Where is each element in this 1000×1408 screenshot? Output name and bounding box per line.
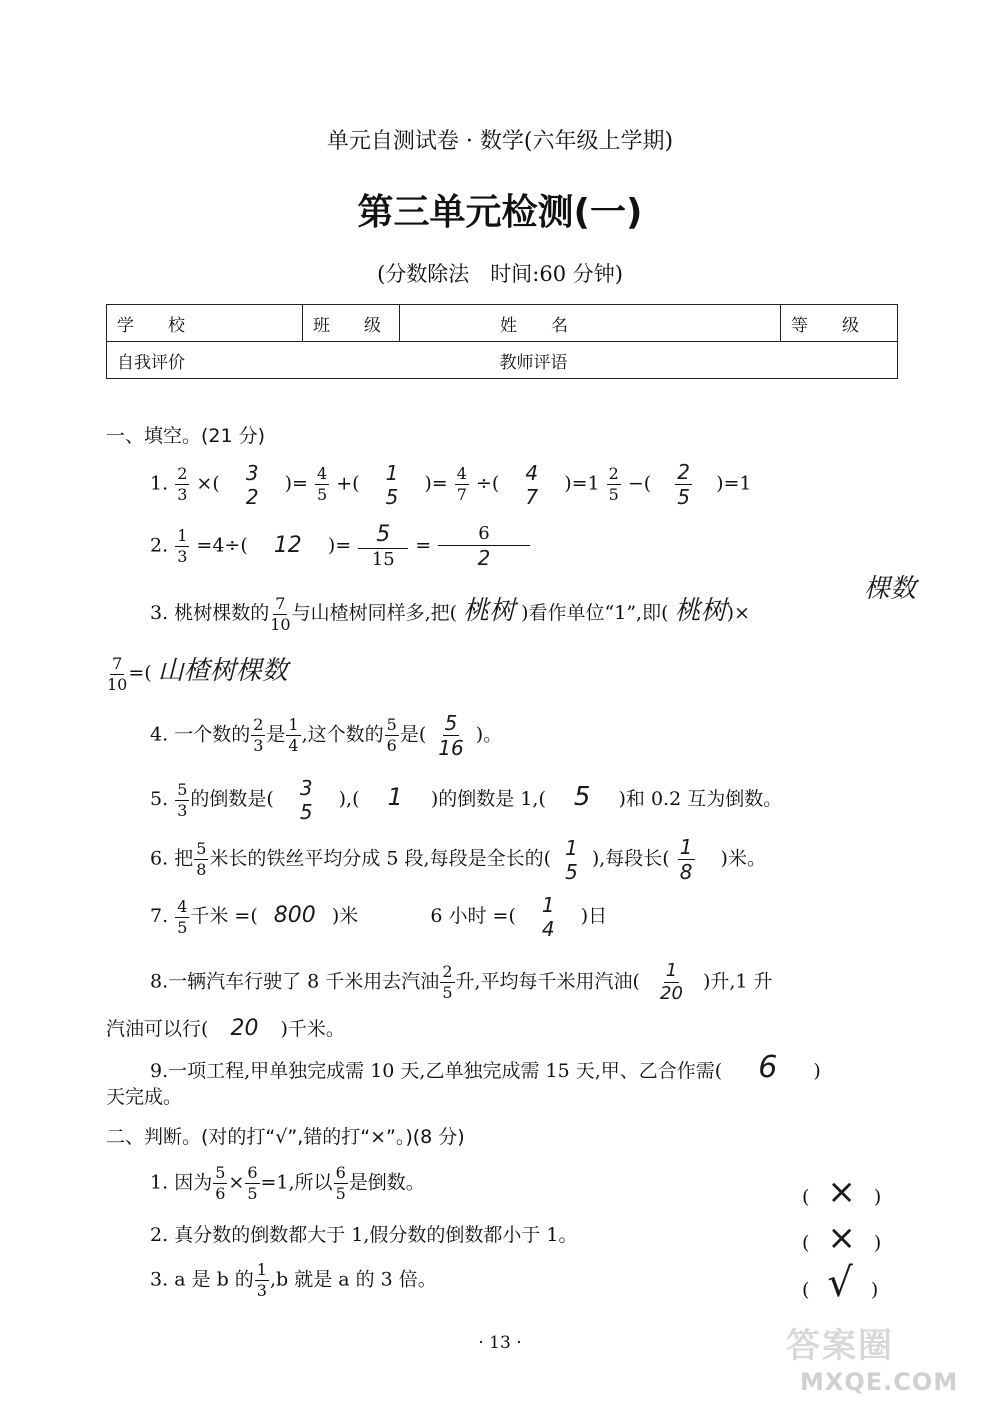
q6-text-3: ),每段长( — [591, 847, 670, 870]
q5-text-4: )和 0.2 互为倒数。 — [618, 788, 783, 810]
q1-num: 1. — [150, 472, 169, 495]
self-eval-cell — [107, 342, 400, 379]
q8-line-2 — [106, 1014, 345, 1041]
judge-q2-answer-box — [802, 1218, 881, 1258]
judge-q1-fraction-2: $\frac{6}{5}$ — [247, 1163, 258, 1203]
name-label: 姓 名 — [500, 315, 568, 336]
series-title: 单元自测试卷 · 数学(六年级上学期) — [326, 129, 674, 154]
q2-num: 2. — [150, 534, 169, 557]
judge-q2-num: 2. — [150, 1224, 169, 1246]
class-cell — [303, 305, 400, 342]
q4-fraction-3: $\frac{5}{6}$ — [386, 715, 397, 755]
q4-answer: $\frac{5}{16}$ — [438, 711, 464, 760]
q8-line2-text-2: )千米。 — [280, 1018, 345, 1040]
q3-answer-2b: 棵数 — [864, 574, 917, 604]
judge-q3-fraction: $\frac{1}{3}$ — [256, 1260, 267, 1300]
q2-text-3: = — [415, 534, 432, 557]
q3-answer-3: 山楂树棵数 — [157, 656, 288, 686]
q8-answer-1: $\frac{1}{20}$ — [660, 960, 683, 1004]
q2-answer-3: 2 — [477, 545, 491, 570]
q9-text-2: ) — [813, 1060, 821, 1082]
judge-q3-line — [150, 1262, 437, 1299]
q7-text-1: 千米 =( — [190, 905, 258, 927]
q5-answer-3: 5 — [573, 782, 591, 812]
q8-line-1 — [150, 962, 773, 1003]
judge-q3-text-1: a 是 b 的 — [174, 1268, 254, 1291]
judge-q1-text-2: × — [228, 1171, 245, 1194]
q6-answer-1: 1 5 — [565, 835, 578, 884]
paren-open: ( — [802, 1232, 810, 1254]
q9-text-1: 一项工程,甲单独完成需 10 天,乙单独完成需 15 天,甲、乙合作需( — [168, 1060, 723, 1082]
paren-close: ) — [873, 1186, 882, 1208]
q1-answer-1: 3 2 — [245, 460, 259, 509]
q3-answer-2: 桃树 — [674, 596, 727, 626]
q4-num: 4. — [150, 723, 169, 746]
q9-line-2: 天完成。 — [106, 1086, 183, 1108]
q4-text-3: ,这个数的 — [301, 723, 384, 746]
q6-num: 6. — [150, 847, 169, 870]
q2-answer-1: 12 — [273, 532, 302, 558]
grade-label: 等 级 — [791, 315, 859, 336]
q5-answer-2: 1 — [387, 783, 403, 811]
q8-fraction-1: $\frac{2}{5}$ — [442, 962, 453, 1002]
q1-answer-2: 1 5 — [385, 460, 399, 509]
judge-q3-answer-box — [802, 1260, 878, 1306]
q7-text-4: )日 — [580, 905, 608, 927]
q4-line — [150, 713, 502, 758]
q3-text-4: )× — [726, 602, 750, 624]
info-table — [106, 304, 898, 379]
q3-line2-text: =( — [128, 662, 152, 684]
q1-fraction-3: $\frac{4}{7}$ — [456, 464, 467, 504]
q1-answer-3: 4 7 — [525, 460, 539, 509]
q8-answer-2: 20 — [230, 1016, 259, 1041]
q6-fraction-1: $\frac{5}{8}$ — [196, 839, 207, 879]
unit-title: 第三单元检测(一) — [357, 192, 643, 233]
judge-q2-text: 真分数的倒数都大于 1,假分数的倒数都小于 1。 — [174, 1224, 578, 1246]
q1-fraction-2: $\frac{4}{5}$ — [316, 464, 328, 504]
watermark-url: MXQE.COM — [800, 1368, 959, 1396]
q4-text-5: )。 — [475, 723, 503, 746]
q3-fraction: $\frac{7}{10}$ — [270, 593, 291, 634]
q7-num: 7. — [150, 905, 169, 927]
q7-text-3: 6 小时 =( — [430, 905, 516, 927]
section1-title: 一、填空。(21 分) — [106, 425, 266, 447]
q6-line — [150, 837, 766, 882]
q1-line — [150, 462, 751, 507]
q5-text-2: ),( — [338, 788, 360, 810]
q4-fraction-2: $\frac{1}{4}$ — [288, 715, 299, 755]
q1-text-3: +( — [336, 472, 360, 495]
q4-text-4: 是( — [399, 723, 427, 746]
q1-fraction-1: $\frac{2}{3}$ — [177, 464, 188, 504]
judge-q1-text-4: 是倒数。 — [348, 1171, 425, 1194]
self-eval-label: 自我评价 — [117, 352, 185, 373]
q5-num: 5. — [150, 788, 169, 810]
q1-text-1: ×( — [196, 472, 220, 495]
name-cell — [400, 305, 781, 342]
q6-text-1: 把 — [174, 847, 194, 870]
q5-fraction-1: $\frac{5}{3}$ — [177, 779, 188, 820]
q2-fraction-1: $\frac{1}{3}$ — [177, 526, 188, 566]
judge-q1-answer-box — [802, 1172, 881, 1212]
judge-q1-line — [150, 1165, 425, 1202]
q1-text-6: )=1 — [564, 472, 600, 495]
teacher-comment-label: 教师评语 — [499, 352, 568, 373]
judge-q2-line — [150, 1220, 577, 1247]
q2-text-1: =4÷( — [196, 534, 248, 557]
q6-answer-2: $\frac{1}{8}$ — [679, 835, 693, 884]
judge-q1-text-1: 因为 — [174, 1171, 213, 1194]
q3-text-1: 桃树棵数的 — [174, 602, 270, 624]
grade-cell — [781, 305, 898, 342]
school-cell — [107, 305, 303, 342]
q1-text-4: )= — [424, 472, 448, 495]
q7-answer-1: 800 — [273, 903, 316, 928]
class-label: 班 级 — [313, 315, 381, 336]
q8-line2-text-1: 汽油可以行( — [106, 1018, 209, 1040]
judge-q2-mark: × — [827, 1218, 856, 1258]
q2-text-2: )= — [327, 534, 352, 557]
q9-num: 9. — [150, 1060, 169, 1082]
judge-q1-fraction-3: $\frac{6}{5}$ — [335, 1163, 346, 1203]
q2-line — [150, 524, 531, 569]
subtitle: (分数除法 时间:60 分钟) — [377, 262, 623, 286]
q7-fraction-1: $\frac{4}{5}$ — [177, 896, 188, 937]
section2-title: 二、判断。(对的打“√”,错的打“×”。)(8 分) — [106, 1126, 465, 1148]
q3-text-2: 与山楂树同样多,把( — [291, 602, 458, 624]
q5-line — [150, 778, 782, 822]
q1-answer-4: $\frac{2}{5}$ — [677, 460, 691, 509]
q3-num: 3. — [150, 602, 169, 624]
paren-close: ) — [873, 1232, 882, 1254]
q4-text-1: 一个数的 — [174, 723, 251, 746]
q2-fraction-3: $\frac{6}{2}$ — [438, 525, 529, 569]
school-label: 学 校 — [117, 315, 185, 336]
q8-text-1: 一辆汽车行驶了 8 千米用去汽油 — [168, 970, 440, 993]
q3-answer-1: 桃树 — [463, 596, 516, 626]
paren-open: ( — [802, 1186, 810, 1208]
q7-text-2: )米 — [331, 905, 359, 927]
q5-text-1: 的倒数是( — [190, 788, 274, 810]
q3-line-2 — [106, 650, 288, 693]
q4-text-2: 是 — [266, 723, 286, 746]
q2-fraction-2: $\frac{5}{15}$ — [358, 524, 408, 569]
q1-text-7: −( — [627, 472, 652, 495]
q1-fraction-4: $\frac{2}{5}$ — [608, 464, 619, 504]
q6-text-2: 米长的铁丝平均分成 5 段,每段是全长的( — [209, 847, 552, 870]
q8-text-2: 升,平均每千米用汽油( — [455, 970, 640, 993]
q1-text-5: ÷( — [476, 472, 500, 495]
q7-answer-2: 1 4 — [541, 893, 555, 941]
q7-line — [150, 895, 607, 939]
q3-line2-fraction: $\frac{7}{10}$ — [107, 653, 128, 694]
judge-q1-fraction-1: $\frac{5}{6}$ — [215, 1163, 226, 1203]
judge-q1-num: 1. — [150, 1171, 169, 1194]
paren-close: ) — [870, 1279, 879, 1301]
judge-q3-text-2: ,b 就是 a 的 3 倍。 — [269, 1268, 437, 1291]
q6-text-4: )米。 — [720, 847, 766, 870]
q9-line-1 — [150, 1050, 821, 1085]
judge-q1-text-3: =1,所以 — [260, 1171, 333, 1194]
paren-open: ( — [802, 1279, 810, 1301]
judge-q1-mark: × — [827, 1172, 856, 1212]
q8-text-3: )升,1 升 — [702, 970, 773, 993]
q8-num: 8. — [150, 970, 169, 993]
page-number: · 13 · — [478, 1333, 522, 1353]
q4-fraction-1: $\frac{2}{3}$ — [253, 715, 264, 755]
q2-answer-2: 5 — [376, 522, 391, 547]
q5-text-3: )的倒数是 1,( — [430, 788, 546, 810]
q5-answer-1: 3 5 — [299, 776, 313, 824]
judge-q3-num: 3. — [150, 1268, 169, 1291]
q3-line-1 — [150, 590, 750, 633]
teacher-comment-cell — [400, 342, 898, 379]
q3-text-3: )看作单位“1”,即( — [521, 602, 669, 624]
q9-answer: 6 — [758, 1050, 778, 1085]
q1-text-8: )=1 — [716, 472, 752, 495]
judge-q3-mark: √ — [827, 1260, 853, 1306]
watermark-logo: 答案圈 — [786, 1326, 894, 1366]
q1-text-2: )= — [284, 472, 308, 495]
